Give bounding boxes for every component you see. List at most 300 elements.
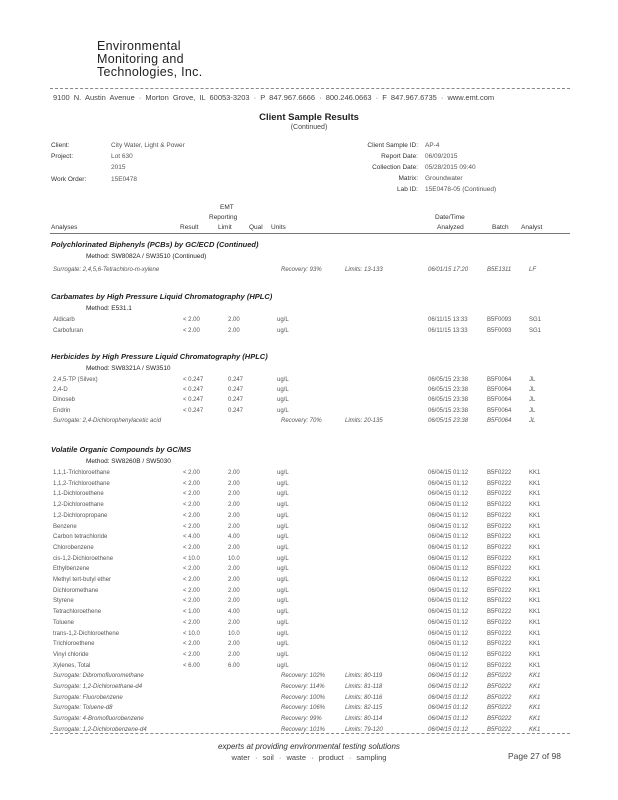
header-rule [50,88,570,89]
cell-result: < 2.00 [183,587,200,594]
cell-batch: B5F0222 [487,651,512,658]
cell-units: ug/L [277,480,289,487]
cell-limit: 2.00 [228,523,240,530]
cell-batch: B5F0093 [487,328,512,334]
cell-limit: Limits: 13-133 [345,267,383,273]
cell-limit: Limits: 20-135 [345,417,383,424]
cell-batch: B5F0222 [487,577,512,583]
cell-result: Recovery: 100% [281,694,326,701]
cell-units: ug/L [277,662,289,669]
cell-analyst: KK1 [529,502,541,509]
surrogate-row [53,705,573,714]
cell-analyst: KK1 [529,673,541,680]
cell-limit: 4.00 [228,609,240,616]
cell-result: Recovery: 70% [281,417,322,424]
surrogate-row [53,418,573,427]
col-result: Result [180,224,199,231]
surrogate-row [53,716,573,725]
table-row [53,556,573,565]
cell-analyst: KK1 [529,470,541,476]
cell-analyst: KK1 [529,630,541,637]
cell-result: Recovery: 102% [281,673,326,680]
cell-result: < 4.00 [183,534,200,541]
cell-analyst: JL [529,397,536,404]
cell-analyst: LF [529,267,537,273]
cell-limit: 4.00 [228,534,240,541]
work-order-value: 15E0478 [111,176,138,183]
cell-analyte: 2,4,5-TP (Silvex) [53,377,98,383]
col-analyst: Analyst [521,224,543,231]
cell-analyte: Dichloromethane [53,587,99,594]
cell-analyzed-date: 06/05/15 23:38 [428,397,469,404]
cell-analyzed-date: 06/04/15 01:12 [428,673,469,680]
cell-units: ug/L [277,641,289,648]
surrogate-row [53,684,573,693]
table-row [53,598,573,607]
cell-analyte: Endrin [53,407,71,414]
cell-analyte: Dinoseb [53,397,76,404]
cell-batch: B5F0222 [487,544,512,551]
footer-rule [50,733,570,734]
cell-units: ug/L [277,619,289,626]
cell-batch: B5F0222 [487,587,512,594]
cell-limit: Limits: 79-120 [345,726,383,733]
cell-limit: 2.00 [228,598,240,605]
cell-analyte: cis-1,2-Dichloroethene [53,555,114,562]
cell-analyte: 1,1,1-Trichloroethane [53,470,110,476]
cell-units: ug/L [277,523,289,530]
cell-limit: Limits: 82-115 [345,705,383,712]
collection-date-value: 05/28/2015 09:40 [425,164,476,171]
cell-analyte: Trichloroethene [53,641,95,648]
cell-analyzed-date: 06/05/15 23:38 [428,417,469,424]
col-qual: Qual [249,224,263,231]
cell-analyzed-date: 06/04/15 01:12 [428,609,469,616]
cell-limit: Limits: 80-114 [345,716,383,723]
cell-analyte: Surrogate: 1,2-Dichloroethane-d4 [53,684,143,690]
cell-analyzed-date: 06/04/15 01:12 [428,587,469,594]
table-row [53,663,573,672]
cell-analyte: Styrene [53,598,74,605]
cell-limit: 2.00 [228,470,240,476]
cell-analyte: Ethylbenzene [53,566,90,573]
client-label: Client: [51,142,70,149]
cell-batch: B5F0064 [487,397,512,404]
section-title-carbamates: Carbamates by High Pressure Liquid Chromatography (HPLC) [51,292,273,301]
cell-analyst: KK1 [529,694,541,701]
cell-batch: B5F0222 [487,630,512,637]
cell-result: < 2.00 [183,512,200,519]
page-number: Page 27 of 98 [508,751,561,761]
cell-result: Recovery: 101% [281,726,326,733]
cell-analyte: 2,4-D [53,387,68,394]
company-name-line2: Monitoring and [97,52,184,66]
cell-analyst: KK1 [529,716,541,723]
cell-result: < 10.0 [183,555,200,562]
company-logo-text [97,40,202,79]
cell-limit: 0.247 [228,377,244,383]
cell-limit: 2.00 [228,577,240,583]
cell-result: < 0.247 [183,387,204,394]
cell-result: < 2.00 [183,470,200,476]
cell-analyzed-date: 06/04/15 01:12 [428,555,469,562]
cell-units: ug/L [277,317,289,323]
cell-batch: B5F0222 [487,566,512,573]
cell-units: ug/L [277,630,289,637]
cell-analyzed-date: 06/05/15 23:38 [428,407,469,414]
cell-analyzed-date: 06/04/15 01:12 [428,566,469,573]
sample-id-label: Client Sample ID: [367,142,418,149]
table-row [53,631,573,640]
cell-analyst: KK1 [529,587,541,594]
cell-batch: B5F0222 [487,726,512,733]
col-emt: EMT [220,204,234,211]
cell-batch: B5F0222 [487,491,512,498]
table-row [53,545,573,554]
cell-analyst: SG1 [529,328,542,334]
cell-batch: B5F0222 [487,555,512,562]
cell-analyst: KK1 [529,512,541,519]
cell-analyst: SG1 [529,317,542,323]
cell-analyzed-date: 06/04/15 01:12 [428,619,469,626]
surrogate-row [53,673,573,682]
company-name-line3: Technologies, Inc. [97,65,203,79]
table-row [53,377,573,386]
cell-batch: B5E1311 [487,267,512,273]
cell-limit: 0.247 [228,387,244,394]
sample-id-value: AP-4 [425,142,440,149]
cell-analyst: JL [529,377,536,383]
cell-limit: 2.00 [228,587,240,594]
table-row [53,641,573,650]
cell-units: ug/L [277,502,289,509]
cell-batch: B5F0222 [487,512,512,519]
table-row [53,470,573,479]
cell-units: ug/L [277,577,289,583]
cell-units: ug/L [277,512,289,519]
cell-batch: B5F0064 [487,407,512,414]
cell-analyst: JL [529,407,536,414]
cell-limit: Limits: 81-118 [345,684,383,690]
cell-limit: Limits: 80-116 [345,694,383,701]
project-value: Lot 630 [111,153,133,160]
cell-analyte: Xylenes, Total [53,662,91,669]
cell-analyzed-date: 06/04/15 01:12 [428,630,469,637]
cell-result: < 2.00 [183,577,200,583]
cell-analyzed-date: 06/04/15 01:12 [428,534,469,541]
cell-batch: B5F0222 [487,662,512,669]
cell-units: ug/L [277,491,289,498]
cell-units: ug/L [277,555,289,562]
col-datetime: Date/Time [435,214,465,221]
cell-analyzed-date: 06/04/15 01:12 [428,544,469,551]
cell-analyst: KK1 [529,662,541,669]
cell-analyte: trans-1,2-Dichloroethene [53,630,120,637]
section-method-herbicides: Method: SW8321A / SW3510 [86,365,171,372]
cell-result: < 0.247 [183,377,204,383]
column-header-rule [50,233,570,234]
client-value: City Water, Light & Power [111,142,185,149]
cell-batch: B5F0222 [487,673,512,680]
cell-result: < 2.00 [183,523,200,530]
cell-analyte: Surrogate: 4-Bromofluorobenzene [53,716,144,723]
cell-analyzed-date: 06/04/15 01:12 [428,512,469,519]
cell-result: < 2.00 [183,491,200,498]
cell-analyte: Surrogate: Fluorobenzene [53,694,123,701]
cell-result: < 6.00 [183,662,200,669]
matrix-value: Groundwater [425,175,463,182]
cell-limit: 6.00 [228,662,240,669]
collection-date-label: Collection Date: [372,164,418,171]
cell-limit: 2.00 [228,480,240,487]
cell-units: ug/L [277,651,289,658]
cell-analyzed-date: 06/04/15 01:12 [428,694,469,701]
cell-units: ug/L [277,397,289,404]
cell-analyte: Aldicarb [53,317,75,323]
table-row [53,652,573,661]
cell-units: ug/L [277,407,289,414]
cell-batch: B5F0222 [487,684,512,690]
table-row [53,534,573,543]
cell-analyzed-date: 06/05/15 23:38 [428,377,469,383]
cell-result: < 0.247 [183,407,204,414]
table-row [53,502,573,511]
cell-analyzed-date: 06/04/15 01:12 [428,662,469,669]
cell-batch: B5F0222 [487,534,512,541]
cell-batch: B5F0222 [487,598,512,605]
cell-analyzed-date: 06/04/15 01:12 [428,470,469,476]
cell-limit: 2.00 [228,651,240,658]
cell-analyte: Surrogate: 2,4-Dichlorophenylacetic acid [53,417,162,424]
table-row [53,513,573,522]
cell-limit: 2.00 [228,328,240,334]
cell-analyte: Toluene [53,619,75,626]
cell-result: Recovery: 114% [281,684,325,690]
table-row [53,609,573,618]
cell-analyzed-date: 06/11/15 13:33 [428,328,468,334]
cell-limit: 10.0 [228,630,240,637]
cell-limit: 2.00 [228,502,240,509]
cell-analyzed-date: 06/04/15 01:12 [428,641,469,648]
company-address: 9100 N. Austin Avenue · Morton Grove, IL 60053-3203 · P 847.967.6666 · 800.246.0663 · F 847.967.6735 · www.emt.com [53,93,495,102]
cell-analyte: Surrogate: 2,4,5,6-Tetrachloro-m-xylene [53,267,160,273]
cell-units: ug/L [277,598,289,605]
work-order-label: Work Order: [51,176,87,183]
cell-analyst: KK1 [529,726,541,733]
cell-analyst: KK1 [529,641,541,648]
cell-result: < 2.00 [183,544,200,551]
cell-limit: 10.0 [228,555,240,562]
col-reporting: Reporting [209,214,238,221]
table-row [53,577,573,586]
cell-limit: 2.00 [228,544,240,551]
cell-batch: B5F0064 [487,377,512,383]
cell-analyte: Benzene [53,523,77,530]
report-date-value: 06/09/2015 [425,153,458,160]
cell-result: Recovery: 99% [281,716,322,723]
cell-units: ug/L [277,534,289,541]
matrix-label: Matrix: [398,175,418,182]
cell-result: Recovery: 106% [281,705,326,712]
cell-analyst: KK1 [529,619,541,626]
footer-tagline: experts at providing environmental testing solutions [218,742,400,751]
cell-analyzed-date: 06/04/15 01:12 [428,684,469,690]
report-date-label: Report Date: [381,153,418,160]
table-row [53,481,573,490]
cell-analyte: Surrogate: Toluene-d8 [53,705,113,712]
cell-analyst: JL [529,417,536,424]
cell-batch: B5F0222 [487,619,512,626]
cell-result: < 1.00 [183,609,200,616]
cell-result: < 2.00 [183,328,200,334]
cell-result: < 2.00 [183,566,200,573]
table-row [53,588,573,597]
cell-analyst: KK1 [529,651,541,658]
cell-analyzed-date: 06/04/15 01:12 [428,491,469,498]
cell-batch: B5F0222 [487,523,512,530]
cell-analyzed-date: 06/01/15 17:20 [428,267,469,273]
cell-analyzed-date: 06/04/15 01:12 [428,480,469,487]
table-row [53,397,573,406]
cell-analyst: JL [529,387,536,394]
cell-units: ug/L [277,587,289,594]
cell-result: < 0.247 [183,397,204,404]
cell-analyst: KK1 [529,534,541,541]
table-row [53,566,573,575]
cell-analyte: Tetrachloroethene [53,609,102,616]
cell-result: < 2.00 [183,598,200,605]
cell-result: < 2.00 [183,619,200,626]
cell-limit: 0.247 [228,407,244,414]
cell-result: < 2.00 [183,502,200,509]
col-analyzed: Analyzed [437,224,464,231]
cell-analyst: KK1 [529,577,541,583]
cell-analyzed-date: 06/11/15 13:33 [428,317,468,323]
project-value-2: 2015 [111,164,126,171]
cell-units: ug/L [277,566,289,573]
col-analyses: Analyses [51,224,78,231]
cell-analyst: KK1 [529,480,541,487]
project-label: Project: [51,153,74,160]
cell-limit: 2.00 [228,619,240,626]
surrogate-row [53,727,573,736]
cell-analyzed-date: 06/04/15 01:12 [428,577,469,583]
report-title: Client Sample Results [259,112,359,123]
table-row [53,328,573,337]
cell-result: < 2.00 [183,480,200,487]
section-title-herbicides: Herbicides by High Pressure Liquid Chromatography (HPLC) [51,352,268,361]
cell-analyzed-date: 06/04/15 01:12 [428,523,469,530]
cell-batch: B5F0222 [487,641,512,648]
cell-analyte: Carbofuran [53,328,84,334]
footer-services: water · soil · waste · product · sampling [231,753,387,762]
cell-analyst: KK1 [529,609,541,616]
section-method-voc: Method: SW8260B / SW5030 [86,458,171,465]
cell-analyte: 1,1,2-Trichloroethane [53,480,110,487]
col-limit: Limit [218,224,232,231]
cell-limit: 2.00 [228,641,240,648]
cell-result: < 2.00 [183,641,200,648]
table-row [53,408,573,417]
cell-limit: Limits: 80-119 [345,673,383,680]
cell-analyzed-date: 06/04/15 01:12 [428,651,469,658]
cell-units: ug/L [277,328,289,334]
surrogate-row [53,267,573,276]
cell-analyst: KK1 [529,555,541,562]
lab-id-label: Lab ID: [397,186,418,193]
table-row [53,317,573,326]
cell-analyst: KK1 [529,566,541,573]
company-name-line1: Environmental [97,39,181,53]
cell-batch: B5F0093 [487,317,512,323]
cell-analyzed-date: 06/04/15 01:12 [428,716,469,723]
cell-analyzed-date: 06/04/15 01:12 [428,502,469,509]
cell-analyzed-date: 06/05/15 23:38 [428,387,469,394]
section-title-pcb: Polychlorinated Biphenyls (PCBs) by GC/ECD (Continued) [51,240,259,249]
cell-analyst: KK1 [529,705,541,712]
cell-batch: B5F0222 [487,470,512,476]
cell-units: ug/L [277,387,289,394]
cell-limit: 2.00 [228,317,240,323]
cell-batch: B5F0064 [487,417,512,424]
cell-batch: B5F0222 [487,480,512,487]
report-subtitle: (Continued) [290,124,328,131]
cell-analyzed-date: 06/04/15 01:12 [428,726,469,733]
cell-analyst: KK1 [529,523,541,530]
cell-analyst: KK1 [529,544,541,551]
cell-batch: B5F0064 [487,387,512,394]
cell-result: < 2.00 [183,651,200,658]
cell-analyte: 1,2-Dichloroethane [53,502,104,509]
cell-analyte: Chlorobenzene [53,544,94,551]
cell-units: ug/L [277,377,289,383]
cell-units: ug/L [277,609,289,616]
cell-limit: 0.247 [228,397,244,404]
col-units: Units [271,224,286,231]
table-row [53,491,573,500]
cell-analyte: 1,1-Dichloroethene [53,491,104,498]
cell-result: < 10.0 [183,630,200,637]
surrogate-row [53,695,573,704]
cell-analyzed-date: 06/04/15 01:12 [428,598,469,605]
cell-analyte: Surrogate: 1,2-Dichlorobenzene-d4 [53,726,147,733]
cell-batch: B5F0222 [487,705,512,712]
cell-units: ug/L [277,470,289,476]
cell-limit: 2.00 [228,512,240,519]
cell-analyst: KK1 [529,491,541,498]
section-method-carbamates: Method: E531.1 [86,305,132,312]
lab-id-value: 15E0478-05 (Continued) [425,186,497,193]
cell-units: ug/L [277,544,289,551]
section-title-voc: Volatile Organic Compounds by GC/MS [51,445,192,454]
cell-analyst: KK1 [529,598,541,605]
cell-result: < 2.00 [183,317,200,323]
table-row [53,524,573,533]
cell-result: Recovery: 93% [281,267,322,273]
cell-limit: 2.00 [228,491,240,498]
cell-batch: B5F0222 [487,502,512,509]
table-row [53,620,573,629]
cell-analyte: Methyl tert-butyl ether [53,577,112,583]
col-batch: Batch [492,224,509,231]
cell-analyzed-date: 06/04/15 01:12 [428,705,469,712]
cell-batch: B5F0222 [487,716,512,723]
section-method-pcb: Method: SW8082A / SW3510 (Continued) [86,253,207,260]
cell-batch: B5F0222 [487,609,512,616]
cell-analyte: Surrogate: Dibromofluoromethane [53,673,144,680]
cell-batch: B5F0222 [487,694,512,701]
cell-analyte: Carbon tetrachloride [53,534,108,541]
